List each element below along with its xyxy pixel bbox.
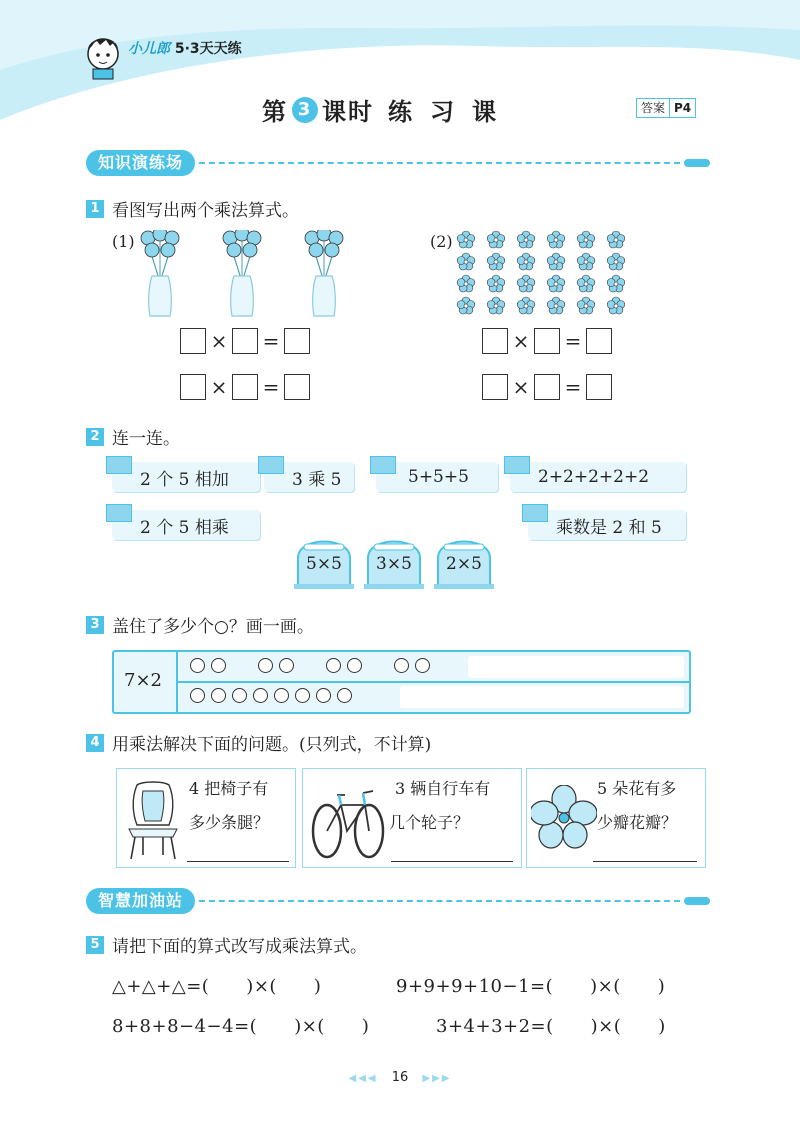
answer-box[interactable] bbox=[284, 374, 310, 400]
times-sign: × bbox=[210, 329, 228, 353]
circle bbox=[316, 688, 331, 703]
boy-mascot-icon bbox=[80, 28, 126, 80]
answer-box[interactable] bbox=[482, 328, 508, 354]
equation-blank-1a bbox=[180, 328, 310, 354]
circle bbox=[190, 688, 205, 703]
flower bbox=[161, 243, 175, 257]
section-banner-practice bbox=[86, 150, 710, 176]
flower bbox=[577, 231, 595, 248]
dashed-divider bbox=[199, 900, 680, 902]
flower bbox=[547, 297, 565, 314]
flower bbox=[487, 231, 505, 248]
card-text: 2 个 5 相乘 bbox=[140, 517, 229, 538]
match-card[interactable] bbox=[528, 510, 686, 540]
flower bbox=[577, 275, 595, 292]
answer-box[interactable] bbox=[232, 374, 258, 400]
problem-line-2: 几个轮子？ bbox=[389, 813, 470, 832]
problem-line-1: 5 朵花有多 bbox=[597, 779, 677, 798]
rewrite-equation[interactable]: 3+4+3+2=( )×( ) bbox=[436, 1016, 666, 1037]
mailbox-label: 3×5 bbox=[376, 554, 412, 574]
left-arrows-icon: ◀◀◀ bbox=[348, 1073, 378, 1084]
answer-line[interactable] bbox=[593, 861, 697, 862]
cover-card-1[interactable] bbox=[468, 656, 684, 678]
match-card[interactable] bbox=[376, 462, 498, 492]
answer-page: P4 bbox=[669, 99, 695, 117]
envelope-icon bbox=[504, 456, 530, 474]
circle bbox=[258, 658, 273, 673]
times-sign: × bbox=[512, 375, 530, 399]
problem-line-2: 多少条腿？ bbox=[189, 813, 270, 832]
mailbox[interactable] bbox=[292, 530, 356, 594]
equation-blank-2b bbox=[482, 374, 612, 400]
question-prompt: 请把下面的算式改写成乘法算式。 bbox=[112, 937, 367, 957]
equation-blank-1b bbox=[180, 374, 310, 400]
flower bbox=[325, 243, 339, 257]
circle bbox=[211, 688, 226, 703]
mailbox-label: 5×5 bbox=[306, 554, 342, 574]
flower bbox=[457, 253, 475, 270]
lesson-number-badge: 3 bbox=[292, 97, 318, 123]
flower bbox=[547, 231, 565, 248]
pencil-icon bbox=[684, 897, 710, 905]
flower bbox=[309, 243, 323, 257]
times-sign: × bbox=[512, 329, 530, 353]
answer-box[interactable] bbox=[534, 328, 560, 354]
question-1-heading bbox=[86, 196, 299, 221]
expression-label: 7×2 bbox=[124, 670, 162, 691]
circle bbox=[347, 658, 362, 673]
brand-label bbox=[128, 38, 242, 58]
circle bbox=[232, 688, 247, 703]
circle bbox=[274, 688, 289, 703]
word-problem-card-bicycles bbox=[302, 768, 522, 868]
part-label-2: (2) bbox=[430, 232, 453, 251]
answer-reference bbox=[636, 98, 696, 118]
answer-box[interactable] bbox=[180, 328, 206, 354]
flower bbox=[517, 275, 535, 292]
part-label-1: (1) bbox=[112, 232, 135, 251]
vase bbox=[223, 230, 261, 316]
right-arrows-icon: ▶▶▶ bbox=[422, 1073, 452, 1084]
circle bbox=[211, 658, 226, 673]
circle bbox=[295, 688, 310, 703]
flower bbox=[607, 253, 625, 270]
flower bbox=[457, 297, 475, 314]
flower bbox=[145, 243, 159, 257]
answer-box[interactable] bbox=[482, 374, 508, 400]
mailbox-label: 2×5 bbox=[446, 554, 482, 574]
page-number bbox=[0, 1070, 800, 1085]
flower bbox=[547, 275, 565, 292]
question-number: 5 bbox=[86, 936, 104, 954]
flower bbox=[487, 275, 505, 292]
flower bbox=[487, 253, 505, 270]
cover-card-2[interactable] bbox=[400, 686, 684, 708]
equation-blank-2a bbox=[482, 328, 612, 354]
word-problem-card-chairs bbox=[116, 768, 296, 868]
card-text: 2+2+2+2+2 bbox=[538, 467, 650, 487]
circle-row-1 bbox=[190, 658, 430, 673]
question-5-heading bbox=[86, 932, 367, 957]
equals-sign: = bbox=[262, 329, 280, 353]
question-prompt: 盖住了多少个○？画一画。 bbox=[112, 617, 314, 637]
equals-sign: = bbox=[262, 375, 280, 399]
flower bbox=[547, 253, 565, 270]
flower bbox=[607, 275, 625, 292]
question-number: 1 bbox=[86, 200, 104, 218]
flower bbox=[227, 243, 241, 257]
answer-box[interactable] bbox=[586, 374, 612, 400]
title-topic: 练习课 bbox=[388, 98, 514, 126]
equals-sign: = bbox=[564, 375, 582, 399]
circle-drawing-panel bbox=[112, 650, 691, 714]
answer-box[interactable] bbox=[180, 374, 206, 400]
circle-row-2 bbox=[190, 688, 352, 703]
times-sign: × bbox=[210, 375, 228, 399]
equals-sign: = bbox=[564, 329, 582, 353]
flower bbox=[457, 231, 475, 248]
section-title: 智慧加油站 bbox=[86, 888, 195, 914]
card-text: 2 个 5 相加 bbox=[140, 469, 229, 490]
problem-line-1: 4 把椅子有 bbox=[189, 779, 269, 798]
page-title bbox=[262, 92, 514, 127]
circle bbox=[394, 658, 409, 673]
envelope-icon bbox=[106, 456, 132, 474]
chair-icon bbox=[123, 779, 183, 863]
pencil-icon bbox=[684, 159, 710, 167]
answer-line[interactable] bbox=[187, 861, 289, 862]
rewrite-equation[interactable]: 8+8+8−4−4=( )×( ) bbox=[112, 1016, 370, 1037]
panel-divider bbox=[178, 681, 689, 683]
page-number-value: 16 bbox=[391, 1070, 409, 1085]
flower bbox=[517, 253, 535, 270]
question-prompt: 看图写出两个乘法算式。 bbox=[112, 201, 299, 221]
dashed-divider bbox=[199, 162, 680, 164]
envelope-icon bbox=[370, 456, 396, 474]
match-card[interactable] bbox=[510, 462, 686, 492]
title-prefix: 第 bbox=[262, 98, 288, 126]
flower-array-illustration bbox=[456, 230, 638, 320]
card-text: 3 乘 5 bbox=[292, 469, 342, 490]
mailbox[interactable] bbox=[362, 530, 426, 594]
flower bbox=[577, 297, 595, 314]
answer-label: 答案 bbox=[641, 101, 666, 115]
card-text: 乘数是 2 和 5 bbox=[556, 517, 662, 538]
question-prompt: 连一连。 bbox=[112, 429, 180, 449]
envelope-icon bbox=[258, 456, 284, 474]
answer-line[interactable] bbox=[391, 861, 513, 862]
section-title: 知识演练场 bbox=[86, 150, 195, 176]
circle bbox=[279, 658, 294, 673]
bicycle-icon bbox=[307, 775, 391, 863]
question-2-heading bbox=[86, 424, 180, 449]
rewrite-equation[interactable]: 9+9+9+10−1=( )×( ) bbox=[396, 976, 666, 997]
brand-name: 小儿郎 bbox=[128, 41, 170, 57]
circle bbox=[415, 658, 430, 673]
question-prompt: 用乘法解决下面的问题。(只列式，不计算) bbox=[112, 735, 432, 755]
flower bbox=[607, 231, 625, 248]
question-3-heading bbox=[86, 612, 314, 637]
envelope-icon bbox=[106, 504, 132, 522]
title-lesson: 课时 bbox=[322, 98, 374, 126]
flower bbox=[243, 243, 257, 257]
problem-line-1: 3 辆自行车有 bbox=[395, 779, 491, 798]
answer-box[interactable] bbox=[232, 328, 258, 354]
question-number: 3 bbox=[86, 616, 104, 634]
answer-box[interactable] bbox=[586, 328, 612, 354]
problem-line-2: 少瓣花瓣？ bbox=[597, 813, 678, 832]
answer-box[interactable] bbox=[534, 374, 560, 400]
vases-with-flowers-illustration bbox=[138, 230, 348, 322]
flower bbox=[457, 275, 475, 292]
brand-series: 5·3天天练 bbox=[174, 41, 242, 57]
word-problem-card-flowers bbox=[526, 768, 706, 868]
section-banner-challenge bbox=[86, 888, 710, 914]
match-card[interactable] bbox=[264, 462, 354, 492]
envelope-icon bbox=[522, 504, 548, 522]
rewrite-equation[interactable]: △+△+△=( )×( ) bbox=[112, 976, 322, 997]
vase bbox=[141, 230, 179, 316]
card-text: 5+5+5 bbox=[408, 467, 469, 487]
vase bbox=[305, 230, 343, 316]
flower bbox=[517, 297, 535, 314]
circle bbox=[190, 658, 205, 673]
circle bbox=[253, 688, 268, 703]
mailbox[interactable] bbox=[432, 530, 496, 594]
match-card[interactable] bbox=[112, 510, 260, 540]
flower bbox=[577, 253, 595, 270]
question-4-heading bbox=[86, 730, 431, 755]
question-number: 2 bbox=[86, 428, 104, 446]
match-card[interactable] bbox=[112, 462, 260, 492]
question-number: 4 bbox=[86, 734, 104, 752]
answer-box[interactable] bbox=[284, 328, 310, 354]
circle bbox=[337, 688, 352, 703]
flower bbox=[607, 297, 625, 314]
flower bbox=[517, 231, 535, 248]
hibiscus-flower-icon bbox=[531, 785, 597, 851]
circle bbox=[326, 658, 341, 673]
flower bbox=[487, 297, 505, 314]
